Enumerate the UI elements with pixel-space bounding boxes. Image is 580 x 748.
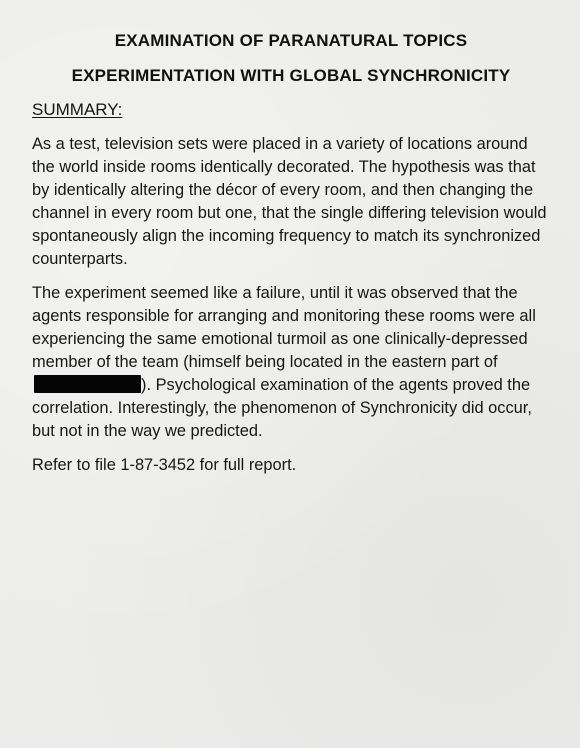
document-subheading: EXPERIMENTATION WITH GLOBAL SYNCHRONICITY [71, 66, 511, 85]
paragraph-2-text-before-redaction: The experiment seemed like a failure, until it was observed that the agents responsible for arranging and monitoring these rooms were all experiencing the same emotional turmoil as one clinically-depressed member of the team (himself being located in the eastern part of [32, 284, 536, 371]
file-reference-paragraph: Refer to file 1-87-3452 for full report. [32, 456, 297, 474]
document-heading: EXAMINATION OF PARANATURAL TOPICS [114, 31, 468, 50]
summary-paragraph-1: As a test, television sets were placed in a variety of locations around the world inside rooms identically decorated. The hypothesis was that by identically altering the décor of every room, and then changing the channel in every room but one, that the single differing television would spontaneously align the incoming frequency to match its synchronized counterparts. [32, 135, 547, 268]
summary-paragraph-2 [32, 282, 550, 443]
paragraph-2-text-after-redaction: ). Psychological examination of the agents proved the correlation. Interestingly, the phenomenon of Synchronicity did occur, but not in the way we predicted. [32, 376, 532, 440]
redaction-bar [34, 375, 141, 393]
summary-label: SUMMARY: [32, 100, 123, 119]
